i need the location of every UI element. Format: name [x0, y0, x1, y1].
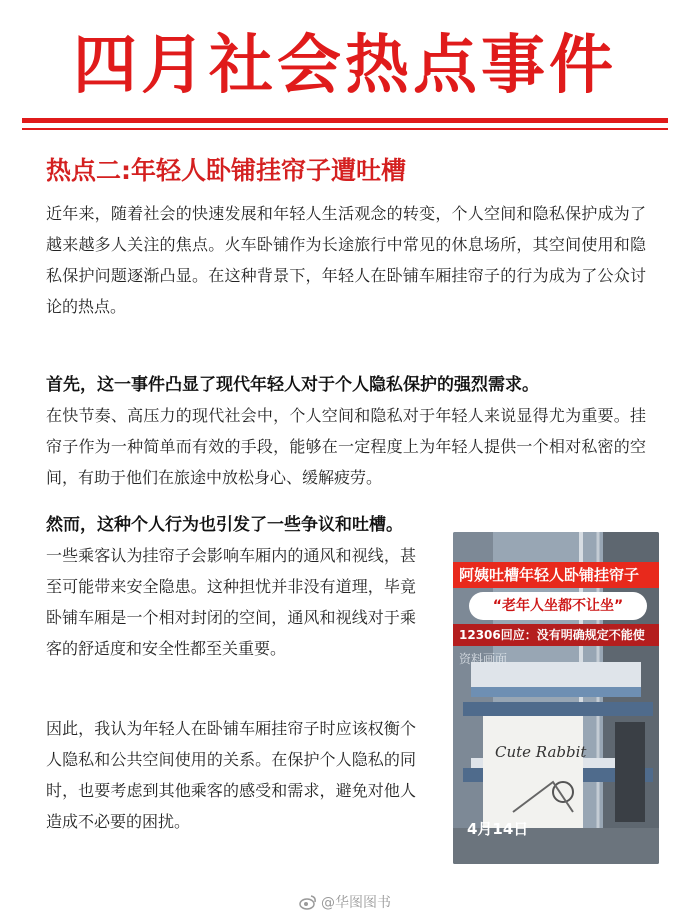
watermark-text: @华图图书	[321, 895, 391, 911]
first-point-heading: 首先，这一事件凸显了现代年轻人对于个人隐私保护的强烈需求。	[46, 375, 539, 395]
photo-headline-banner: 阿姨吐槽年轻人卧铺挂帘子	[453, 562, 659, 588]
intro-paragraph: 近年来，随着社会的快速发展和年轻人生活观念的转变，个人空间和隐私保护成为了越来越多人关注的焦点。火车卧铺作为长途旅行中常见的休息场所，其空间使用和隐私保护问题逐渐凸显。在这种背景下，年轻人在卧铺车厢挂帘子的行为成为了公众讨论的热点。	[46, 204, 646, 316]
photo-quote-bubble: “老年人坐都不让坐”	[469, 592, 647, 620]
photo-subcaption: 12306回应：没有明确规定不能使	[453, 624, 659, 646]
title-divider-thin	[22, 128, 668, 130]
page-title: 四月社会热点事件	[73, 29, 617, 103]
news-photo	[453, 532, 659, 864]
second-point-body: 一些乘客认为挂帘子会影响车厢内的通风和视线，甚至可能带来安全隐患。这种担忧并非没有道理，毕竟卧铺车厢是一个相对封闭的空间，通风和视线对于乘客的舒适度和安全性都至关重要。	[46, 546, 416, 658]
photo-source-label: 资料画面	[459, 652, 508, 666]
second-point-heading: 然而，这种个人行为也引发了一些争议和吐槽。	[46, 515, 403, 535]
conclusion-paragraph: 因此，我认为年轻人在卧铺车厢挂帘子时应该权衡个人隐私和公共空间使用的关系。在保护个人隐私的同时，也要考虑到其他乘客的感受和需求，避免对他人造成不必要的困扰。	[46, 719, 416, 831]
weibo-icon	[299, 894, 317, 910]
section-heading: 热点二:年轻人卧铺挂帘子遭吐槽	[46, 156, 406, 185]
photo-date-label: 4月14日	[467, 820, 529, 838]
title-divider-thick	[22, 118, 668, 123]
weibo-watermark	[0, 892, 690, 912]
first-point-body: 在快节奏、高压力的现代社会中，个人空间和隐私对于年轻人来说显得尤为重要。挂帘子作为一种简单而有效的手段，能够在一定程度上为年轻人提供一个相对私密的空间，有助于他们在旅途中放松身心、缓解疲劳。	[46, 406, 646, 487]
curtain-text: Cute Rabbit	[495, 743, 587, 761]
